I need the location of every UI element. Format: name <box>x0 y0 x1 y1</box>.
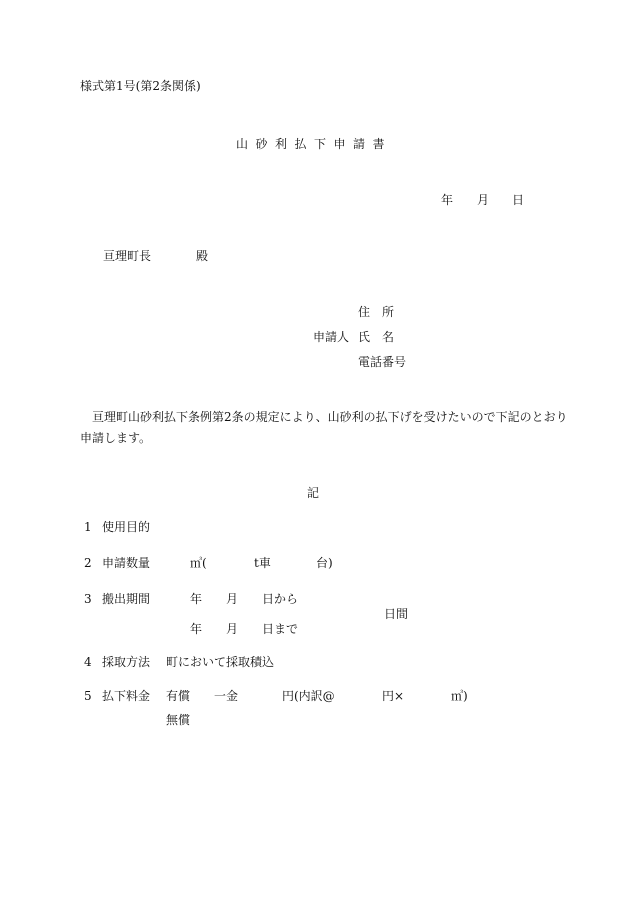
item-5-paid: 有償 <box>166 689 191 703</box>
document-title: 山砂利払下申請書 <box>236 137 393 151</box>
item-5-number: 5 <box>84 689 92 703</box>
item-2-cubic-meter: ㎥( <box>190 556 207 570</box>
item-2-number: 2 <box>84 556 92 570</box>
applicant-phone-label: 電話番号 <box>358 355 407 369</box>
applicant-address-label: 住 所 <box>358 305 395 319</box>
item-5-label: 払下料金 <box>102 689 151 703</box>
item-5-cubic-meter-close: ㎥) <box>451 689 468 703</box>
item-4-number: 4 <box>84 655 92 669</box>
item-3-number: 3 <box>84 592 92 606</box>
item-4-method: 町において採取積込 <box>166 655 275 669</box>
date-year-label: 年 <box>441 193 454 207</box>
item-4-label: 採取方法 <box>102 655 151 669</box>
item-1-label: 使用目的 <box>102 520 151 534</box>
item-2-label: 申請数量 <box>102 556 151 570</box>
applicant-name-label: 氏 名 <box>358 330 395 344</box>
item-5-yen-breakdown: 円(内訳@ <box>282 689 335 703</box>
item-3-to-month: 月 <box>226 622 239 636</box>
form-number: 様式第1号(第2条関係) <box>80 79 201 93</box>
body-paragraph-line-1: 亘理町山砂利払下条例第2条の規定により、山砂利の払下げを受けたいので下記のとおり <box>92 410 568 424</box>
addressee-honorific: 殿 <box>196 249 209 263</box>
ki-heading: 記 <box>307 486 320 500</box>
item-5-amount-prefix: 一金 <box>214 689 239 703</box>
body-paragraph-line-2: 申請します。 <box>80 431 152 445</box>
item-5-free: 無償 <box>166 713 191 727</box>
date-month-label: 月 <box>477 193 490 207</box>
item-3-from-day: 日から <box>262 592 299 606</box>
item-3-from-month: 月 <box>226 592 239 606</box>
item-3-to-day: 日まで <box>262 622 299 636</box>
item-3-days: 日間 <box>384 607 409 621</box>
item-5-yen-times: 円× <box>382 689 405 703</box>
item-1-number: 1 <box>84 520 92 534</box>
item-2-units: 台) <box>316 556 333 570</box>
date-day-label: 日 <box>512 193 525 207</box>
addressee-name: 亘理町長 <box>103 249 152 263</box>
item-3-label: 搬出期間 <box>102 592 151 606</box>
item-3-to-year: 年 <box>190 622 203 636</box>
item-2-truck: t車 <box>254 556 271 570</box>
item-3-from-year: 年 <box>190 592 203 606</box>
applicant-label: 申請人 <box>313 330 350 344</box>
